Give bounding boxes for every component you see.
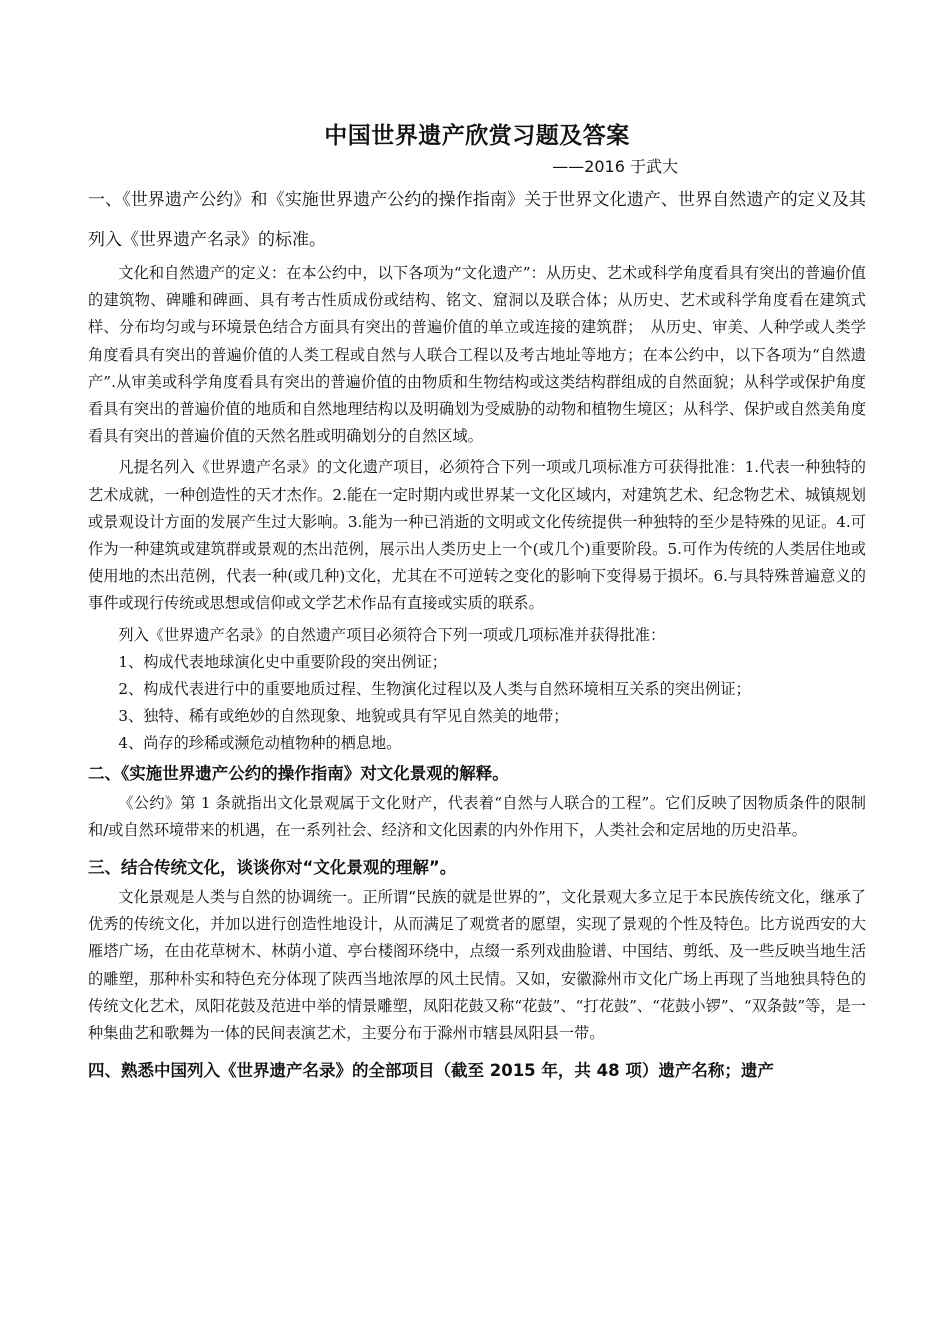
section-heading-4: 四、熟悉中国列入《世界遗产名录》的全部项目（截至 2015 年，共 48 项）遗产名称；遗产 bbox=[88, 1061, 774, 1081]
list-item: 2、构成代表进行中的重要地质过程、生物演化过程以及人类与自然环境相互关系的突出例证； bbox=[118, 680, 751, 699]
paragraph-natural-criteria-intro: 列入《世界遗产名录》的自然遗产项目必须符合下列一项或几项标准并获得批准： bbox=[118, 625, 666, 644]
document-author: ——2016 于武大 bbox=[552, 157, 678, 176]
document-title: 中国世界遗产欣赏习题及答案 bbox=[324, 123, 630, 149]
section-heading-3: 三、结合传统文化，谈谈你对“文化景观的理解”。 bbox=[88, 858, 457, 878]
list-item: 3、独特、稀有或绝妙的自然现象、地貌或具有罕见自然美的地带； bbox=[118, 707, 569, 726]
section-heading-1: 一、《世界遗产公约》和《实施世界遗产公约的操作指南》关于世界文化遗产、世界自然遗产的定义及其列入《世界遗产名录》的标准。 bbox=[88, 190, 866, 250]
paragraph-cultural-landscape-understanding: 文化景观是人类与自然的协调统一。正所谓“民族的就是世界的”，文化景观大多立足于本民族传统文化，继承了优秀的传统文化，并加以进行创造性地设计，从而满足了观赏者的愿望，实现了景观的个性及特色。比方说西安的大雁塔广场，在由花草树木、林荫小道、亭台楼阁环绕中，点缀一系列戏曲脸谱、中国结、剪纸、及一些反映当地生活的雕塑，那种朴实和特色充分体现了陕西当地浓厚的风土民情。又如，安徽滁州市文化广场上再现了当地独具特色的传统文化艺术，凤阳花鼓及范进中举的情景雕塑，凤阳花鼓又称“花鼓”、“打花鼓”、“花鼓小锣”、“双条鼓”等，是一种集曲艺和歌舞为一体的民间表演艺术，主要分布于滁州市辖县凤阳县一带。 bbox=[88, 888, 866, 1043]
paragraph-cultural-criteria: 凡提名列入《世界遗产名录》的文化遗产项目，必须符合下列一项或几项标准方可获得批准：1.代表一种独特的艺术成就，一种创造性的天才杰作。2.能在一定时期内或世界某一文化区域内，对建筑艺术、纪念物艺术、城镇规划或景观设计方面的发展产生过大影响。3.能为一种已消逝的文明或文化传统提供一种独特的至少是特殊的见证。4.可作为一种建筑或建筑群或景观的杰出范例，展示出人类历史上一个(或几个)重要阶段。5.可作为传统的人类居住地或使用地的杰出范例，代表一种(或几种)文化，尤其在不可逆转之变化的影响下变得易于损坏。6.与具特殊普遍意义的事件或现行传统或思想或信仰或文学艺术作品有直接或实质的联系。 bbox=[88, 458, 866, 613]
paragraph-heritage-definition: 文化和自然遗产的定义：在本公约中，以下各项为“文化遗产”：从历史、艺术或科学角度看具有突出的普遍价值的建筑物、碑雕和碑画、具有考古性质成份或结构、铭文、窟洞以及联合体；从历史、艺术或科学角度看在建筑式样、分布均匀或与环境景色结合方面具有突出的普遍价值的单立或连接的建筑群； 从历史、审美、人种学或人类学角度看具有突出的普遍价值的人类工程或自然与人联合工程以及考古地址等地方；在本公约中，以下各项为“自然遗产”.从审美或科学角度看具有突出的普遍价值的由物质和生物结构或这类结构群组成的自然面貌；从科学或保护角度看具有突出的普遍价值的地质和自然地理结构以及明确划为受威胁的动物和植物生境区；从科学、保护或自然美角度看具有突出的普遍价值的天然名胜或明确划分的自然区域。 bbox=[88, 264, 866, 446]
section-heading-2: 二、《实施世界遗产公约的操作指南》对文化景观的解释。 bbox=[88, 763, 509, 783]
list-item: 1、构成代表地球演化史中重要阶段的突出例证； bbox=[118, 652, 447, 671]
list-item: 4、尚存的珍稀或濒危动植物种的栖息地。 bbox=[118, 734, 402, 753]
paragraph-cultural-landscape-definition: 《公约》第 1 条就指出文化景观属于文化财产，代表着“自然与人联合的工程”。它们反映了因物质条件的限制和/或自然环境带来的机遇，在一系列社会、经济和文化因素的内外作用下，人类社会和定居地的历史沿革。 bbox=[88, 793, 866, 839]
document-page bbox=[88, 118, 866, 1087]
